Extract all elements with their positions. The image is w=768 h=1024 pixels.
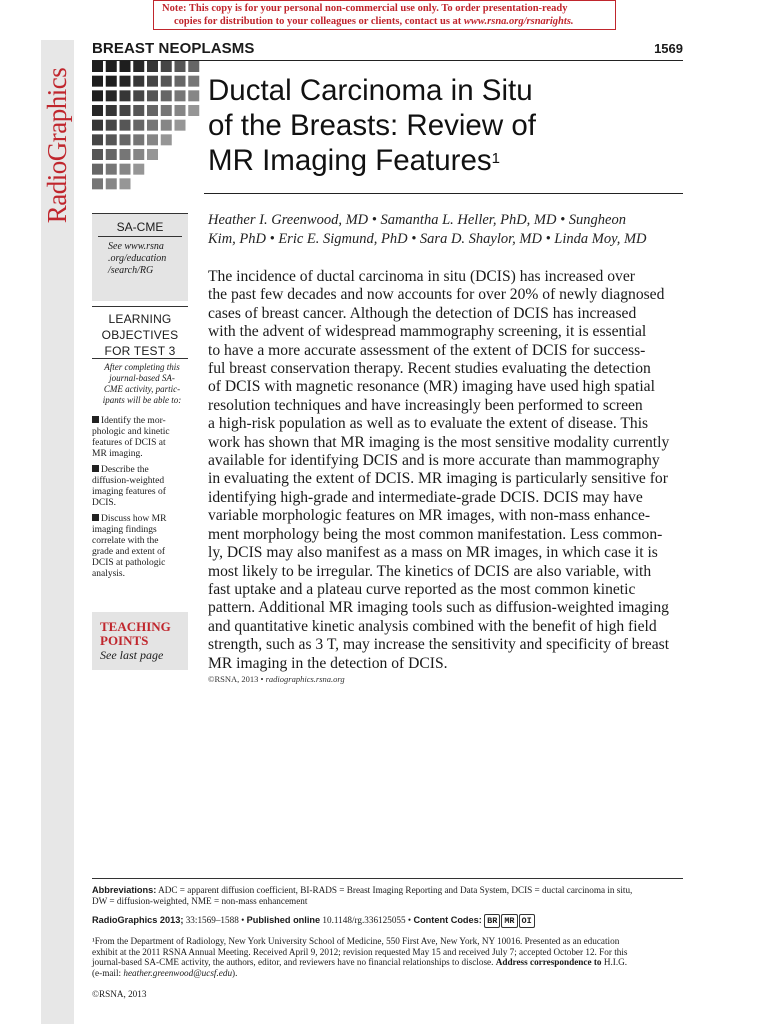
gradient-square <box>92 61 103 72</box>
abstract-line: identifying high-grade and intermediate-grade DCIS. DCIS may have <box>208 488 643 506</box>
citation-journal: RadioGraphics 2013; <box>92 915 184 925</box>
gradient-square <box>133 61 144 72</box>
sa-cme-line-1: See www.rsna <box>108 241 164 252</box>
title-rule <box>204 193 683 194</box>
affiliation-line-2: exhibit at the 2011 RSNA Annual Meeting. Received April 9, 2012; revision requested May 15 and received July 7; accepted October 12. For this <box>92 946 628 957</box>
gradient-square <box>106 76 117 87</box>
objective-3-line-6: analysis. <box>92 569 125 579</box>
objective-1-line-1: Identify the mor- <box>101 416 166 426</box>
gradient-square <box>120 178 131 189</box>
objective-1-line-3: features of DCIS at <box>92 438 166 448</box>
abstract-line: strength, such as 3 T, may increase the sensitivity and specificity of breast <box>208 636 670 654</box>
objective-1-line-4: MR imaging. <box>92 449 143 459</box>
doi-link[interactable]: 10.1148/rg.336125055 • <box>320 915 414 925</box>
sa-cme-line-2: .org/education <box>108 253 167 264</box>
abstract-line: pattern. Additional MR imaging tools such as diffusion-weighted imaging <box>208 599 669 617</box>
abstract-line: in evaluating the extent of DCIS. MR imaging is particularly sensitive for <box>208 470 668 488</box>
gradient-square <box>175 120 186 131</box>
gradient-square <box>133 134 144 145</box>
gradient-squares-graphic <box>92 61 202 193</box>
gradient-square <box>161 61 172 72</box>
abstract-line: The incidence of ductal carcinoma in situ (DCIS) has increased over <box>208 268 635 285</box>
lo-heading-line-3: FOR TEST 3 <box>104 344 176 358</box>
gradient-square <box>106 61 117 72</box>
title-line-1: Ductal Carcinoma in Situ <box>208 74 533 107</box>
gradient-square <box>188 90 199 101</box>
gradient-square <box>133 164 144 175</box>
gradient-square <box>120 120 131 131</box>
lo-intro-line-1: After completing this <box>104 362 180 372</box>
gradient-square <box>161 105 172 116</box>
abstract-line: to have a more accurate assessment of the extent of DCIS for success- <box>208 341 646 359</box>
lo-heading-line-2: OBJECTIVES <box>101 328 179 342</box>
affiliation-note <box>92 936 683 978</box>
gradient-square <box>92 164 103 175</box>
gradient-square <box>133 105 144 116</box>
sa-cme-heading: SA-CME <box>98 214 182 237</box>
learning-objectives-rule <box>92 358 188 359</box>
abbreviations-label: Abbreviations: <box>92 885 157 895</box>
footer-copyright: ©RSNA, 2013 <box>92 989 147 999</box>
notice-line-1: Note: This copy is for your personal non-commercial use only. To order presentation-ready <box>162 3 568 14</box>
article-title <box>208 73 678 178</box>
square-bullet-icon <box>92 465 99 472</box>
objective-1-line-2: phologic and kinetic <box>92 427 170 437</box>
lo-intro-line-2: journal-based SA- <box>109 373 175 383</box>
email-link[interactable]: heather.greenwood@ucsf.edu <box>123 967 233 978</box>
gradient-square <box>147 90 158 101</box>
gradient-square <box>106 149 117 160</box>
citation-pages: 33:1569–1588 • <box>183 915 247 925</box>
gradient-square <box>120 76 131 87</box>
gradient-square <box>106 164 117 175</box>
gradient-square <box>133 76 144 87</box>
abbreviations-line-1: ADC = apparent diffusion coefficient, BI-RADS = Breast Imaging Reporting and Data System, DCIS = ductal carcinoma in situ, <box>156 885 633 895</box>
gradient-square <box>188 61 199 72</box>
gradient-square <box>120 61 131 72</box>
copyright-notice-box <box>153 0 616 30</box>
gradient-square <box>133 120 144 131</box>
objective-item <box>92 416 188 460</box>
gradient-square <box>106 134 117 145</box>
title-line-2: of the Breasts: Review of <box>208 109 536 142</box>
gradient-square <box>106 120 117 131</box>
teaching-points-box[interactable] <box>92 612 188 670</box>
gradient-square <box>92 76 103 87</box>
lo-intro-line-4: ipants will be able to: <box>102 395 182 405</box>
abbreviations-note <box>92 885 683 906</box>
email-prefix: (e-mail: <box>92 967 124 978</box>
abstract-line: of DCIS with magnetic resonance (MR) imaging have used high spatial <box>208 378 655 396</box>
square-bullet-icon <box>92 416 99 423</box>
gradient-square <box>120 164 131 175</box>
lo-intro-line-3: CME activity, partic- <box>103 384 181 394</box>
authors-line-1: Heather I. Greenwood, MD • Samantha L. Heller, PhD, MD • Sungheon <box>208 212 626 228</box>
abbreviations-line-2: DW = diffusion-weighted, NME = non-mass enhancement <box>92 895 308 906</box>
journal-logo-text: RadioGraphics <box>42 67 73 223</box>
published-online-label: Published online <box>246 915 321 925</box>
gradient-square <box>106 90 117 101</box>
objective-3-line-3: correlate with the <box>92 536 159 546</box>
gradient-square <box>92 90 103 101</box>
rsna-copyright-line <box>208 674 345 684</box>
objective-3-line-2: imaging findings <box>92 525 157 535</box>
lo-heading-line-1: LEARNING <box>108 312 172 326</box>
abstract-line: ment morphology being the most common manifestation. Less common- <box>208 525 663 543</box>
journal-logo <box>44 60 72 230</box>
section-label: BREAST NEOPLASMS <box>92 40 255 57</box>
objective-3-line-1: Discuss how MR <box>101 514 167 524</box>
abstract-line: ful breast conservation therapy. Recent studies evaluating the detection <box>208 360 651 378</box>
content-code-badge: OI <box>519 914 535 928</box>
gradient-square <box>188 105 199 116</box>
affiliation-line-3: journal-based SA-CME activity, the authors, editor, and reviewers have no financial relationships to disclose. <box>92 957 496 967</box>
gradient-square <box>92 149 103 160</box>
author-list <box>208 211 678 249</box>
learning-objectives-intro <box>97 362 187 406</box>
gradient-square <box>147 105 158 116</box>
gradient-square <box>175 61 186 72</box>
notice-line-2 <box>162 15 611 28</box>
sa-cme-box <box>92 213 188 301</box>
notice-line-2-text: copies for distribution to your colleagues or clients, contact us at <box>174 16 464 27</box>
teaching-points-subtext: See last page <box>100 648 164 662</box>
abstract-line: work has shown that MR imaging is the most sensitive modality currently <box>208 433 670 451</box>
abstract-line: available for identifying DCIS and is more accurate than mammography <box>208 452 660 470</box>
gradient-square <box>161 90 172 101</box>
gradient-square <box>133 149 144 160</box>
copyright-prefix: ©RSNA, 2013 • <box>208 674 266 684</box>
gradient-square <box>147 149 158 160</box>
sa-cme-line-3: /search/RG <box>108 265 154 276</box>
gradient-square <box>92 134 103 145</box>
gradient-square <box>188 76 199 87</box>
authors-line-2: Kim, PhD • Eric E. Sigmund, PhD • Sara D. Shaylor, MD • Linda Moy, MD <box>208 231 647 247</box>
teaching-heading-line-1: TEACHING <box>100 619 171 634</box>
gradient-square <box>133 90 144 101</box>
objective-2-line-1: Describe the <box>101 465 149 475</box>
email-suffix: ). <box>232 967 238 978</box>
sa-cme-link[interactable] <box>92 237 188 277</box>
correspondence-name: H.I.G. <box>601 957 628 967</box>
citation-line <box>92 914 683 928</box>
content-code-badge: BR <box>484 914 500 928</box>
abstract-line: most likely to be irregular. The kinetics of DCIS are also variable, with <box>208 562 652 580</box>
gradient-square <box>175 90 186 101</box>
abstract-line: the past few decades and now accounts for over 20% of newly diagnosed <box>208 286 665 304</box>
objective-2-line-3: imaging features of <box>92 487 166 497</box>
gradient-square <box>106 178 117 189</box>
gradient-square <box>92 120 103 131</box>
abstract-line: ly, DCIS may also manifest as a mass on MR images, in which case it is <box>208 544 658 562</box>
gradient-square <box>106 105 117 116</box>
radiographics-link[interactable]: radiographics.rsna.org <box>265 674 345 684</box>
title-footnote-mark: 1 <box>491 150 500 167</box>
abstract-line: cases of breast cancer. Although the detection of DCIS has increased <box>208 304 637 322</box>
gradient-square <box>161 120 172 131</box>
content-code-badge: MR <box>501 914 517 928</box>
abstract-line: a high-risk population as well as to evaluate the extent of disease. This <box>208 415 649 433</box>
abstract-text <box>208 268 680 673</box>
gradient-square <box>147 61 158 72</box>
abstract-line: resolution techniques and have increasingly been performed to screen <box>208 396 643 414</box>
objective-2-line-4: DCIS. <box>92 498 117 508</box>
abstract-line: fast uptake and a plateau curve reported as the most common kinetic <box>208 580 636 598</box>
affiliation-line-1: ¹From the Department of Radiology, New York University School of Medicine, 550 First Ave, New York, NY 10016. Presented as an education <box>92 936 620 946</box>
abstract-line: with the advent of widespread mammography screening, it is essential <box>208 323 647 341</box>
gradient-squares-decoration <box>92 61 202 193</box>
gradient-square <box>175 76 186 87</box>
objective-3-line-5: DCIS at pathologic <box>92 558 166 568</box>
page-number: 1569 <box>654 41 683 56</box>
abstract-line: MR imaging in the detection of DCIS. <box>208 654 448 672</box>
gradient-square <box>92 105 103 116</box>
gradient-square <box>120 134 131 145</box>
content-codes-label: Content Codes: <box>413 915 482 925</box>
title-line-3: MR Imaging Features <box>208 144 492 177</box>
footer-rule <box>92 878 683 879</box>
gradient-square <box>120 105 131 116</box>
teaching-points-heading <box>100 612 188 648</box>
gradient-square <box>120 90 131 101</box>
square-bullet-icon <box>92 514 99 521</box>
gradient-square <box>161 134 172 145</box>
correspondence-label: Address correspondence to <box>495 957 602 967</box>
abstract-line: and quantitative kinetic analysis combined with the benefit of high field <box>208 617 657 635</box>
gradient-square <box>92 178 103 189</box>
learning-objectives-heading <box>92 306 188 359</box>
objective-3-line-4: grade and extent of <box>92 547 166 557</box>
gradient-square <box>161 76 172 87</box>
learning-objectives-list <box>92 416 188 585</box>
gradient-square <box>147 120 158 131</box>
objective-item <box>92 465 188 509</box>
gradient-square <box>147 76 158 87</box>
gradient-square <box>147 134 158 145</box>
objective-item <box>92 514 188 580</box>
gradient-square <box>175 105 186 116</box>
teaching-heading-line-2: POINTS <box>100 633 149 648</box>
gradient-square <box>120 149 131 160</box>
rsna-rights-link[interactable]: www.rsna.org/rsnarights. <box>463 16 574 27</box>
abstract-line: variable morphologic features on MR images, with non-mass enhance- <box>208 507 651 525</box>
objective-2-line-2: diffusion-weighted <box>92 476 165 486</box>
